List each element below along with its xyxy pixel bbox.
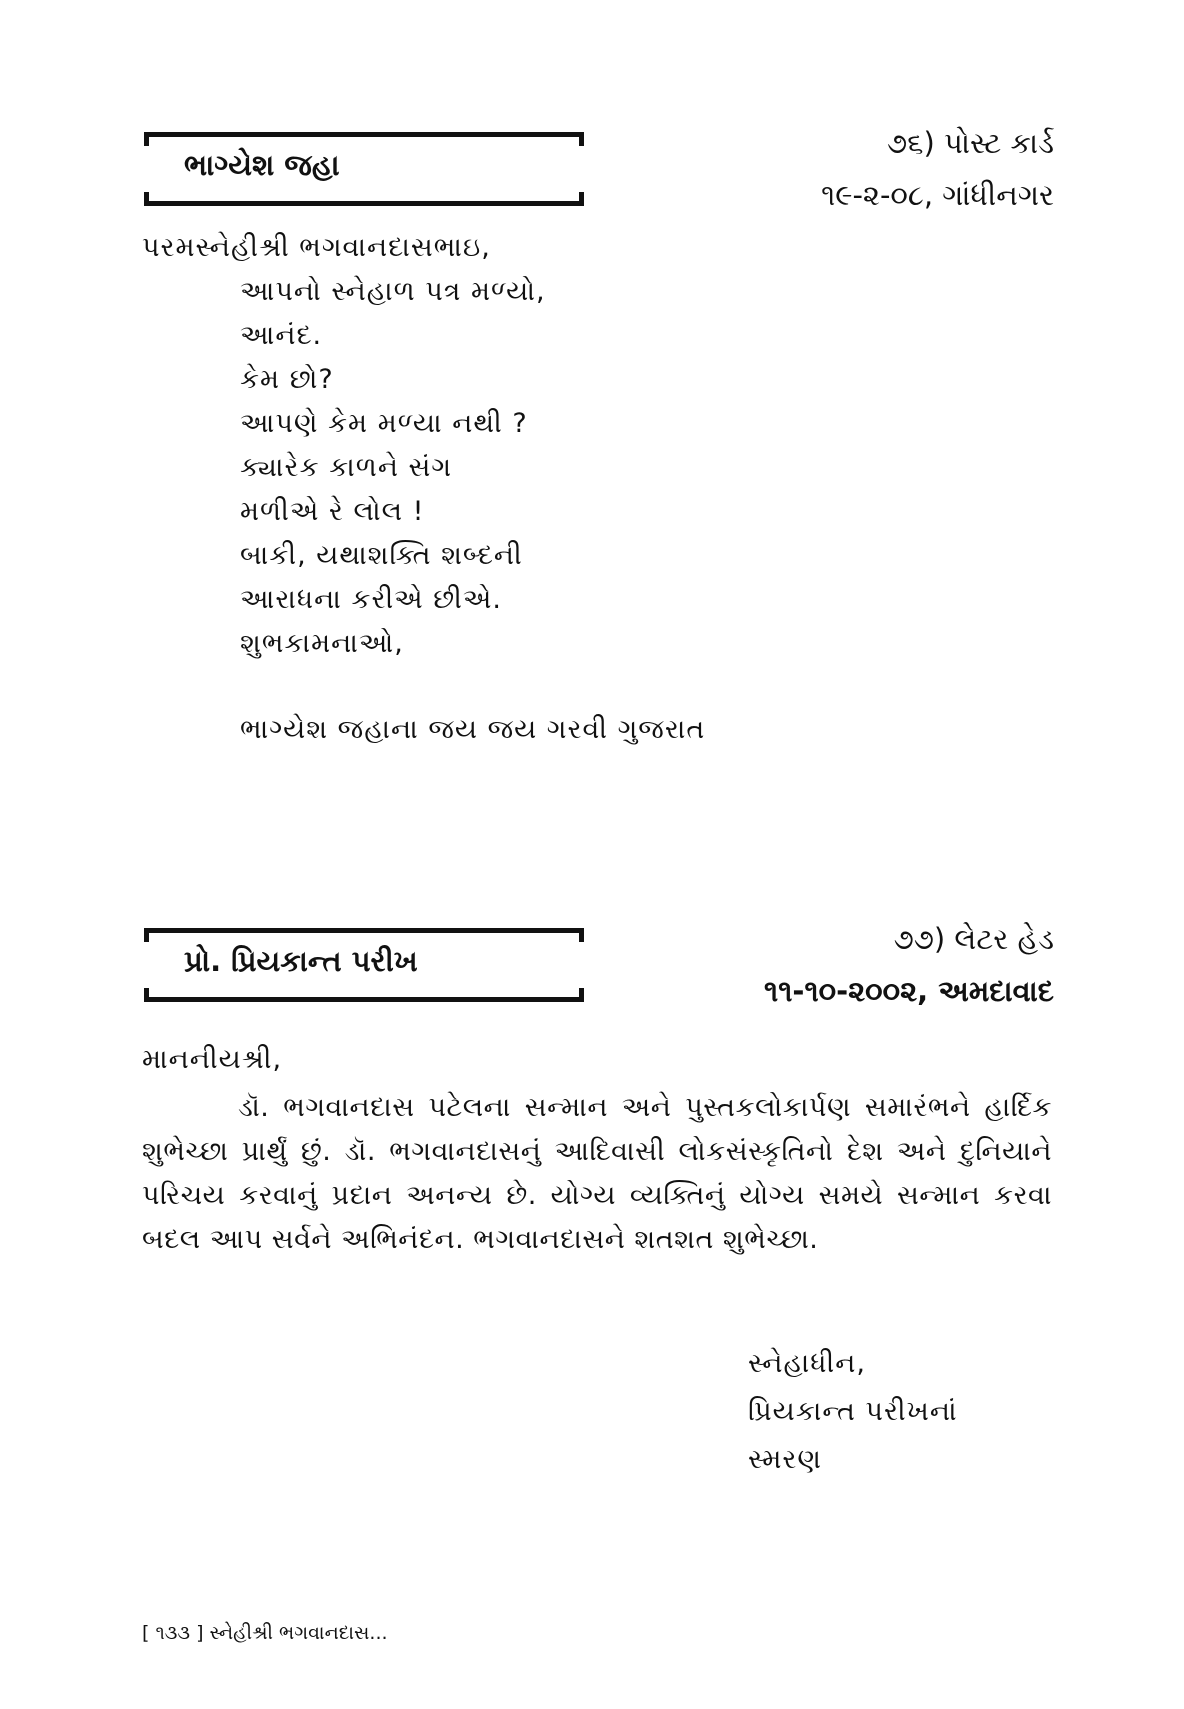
letter-number-type-1: ૭૬) પોસ્ટ કાર્ડ — [887, 126, 1054, 160]
signature-1: ભાગ્યેશ જહાના જય જય ગરવી ગુજરાત — [240, 714, 706, 745]
sender-name-1: ભાગ્યેશ જહા — [184, 148, 340, 182]
letter2-body — [142, 1086, 1052, 1262]
letter1-line: શુભકામનાઓ, — [240, 628, 404, 659]
salutation-1: પરમસ્નેહીશ્રી ભગવાનદાસભાઇ, — [142, 232, 491, 263]
letter-date-place-1: ૧૯-૨-૦૮, ગાંધીનગર — [821, 178, 1054, 212]
sender-name-2: પ્રો. પ્રિયકાન્ત પરીખ — [184, 944, 418, 978]
closing-line: સ્મરણ — [748, 1444, 822, 1475]
letter-date-place-2: ૧૧-૧૦-૨૦૦૨, અમદાવાદ — [763, 974, 1054, 1008]
letter1-line: આરાધના કરીએ છીએ. — [240, 584, 502, 615]
letter1-line: બાકી, યથાશક્તિ શબ્દની — [240, 540, 523, 571]
salutation-2: માનનીયશ્રી, — [142, 1044, 283, 1075]
letter1-line: ક્યારેક કાળને સંગ — [240, 452, 453, 483]
sender-box-2 — [144, 928, 584, 1002]
closing-line: સ્નેહાધીન, — [748, 1348, 866, 1379]
letter1-line: આપણે કેમ મળ્યા નથી ? — [240, 408, 528, 439]
letter1-line: આનંદ. — [240, 320, 323, 351]
letter-number-type-2: ૭૭) લેટર હેડ — [893, 922, 1054, 956]
sender-box-1 — [144, 132, 584, 206]
letter1-line: મળીએ રે લોલ ! — [240, 496, 425, 527]
letter1-line: આપનો સ્નેહાળ પત્ર મળ્યો, — [240, 276, 546, 307]
closing-line: પ્રિયકાન્ત પરીખનાં — [748, 1396, 958, 1427]
letter1-line: કેમ છો? — [240, 364, 334, 395]
letter2-body-text: ડૉ. ભગવાનદાસ પટેલના સન્માન અને પુસ્તકલોકાર્પણ સમારંભને હાર્દિક શુભેચ્છા પ્રાર્થું છું. ડૉ. ભગવાનદાસનું આદિવાસી લોકસંસ્કૃતિનો દેશ અને દુનિયાને પરિચય કરવાનું પ્રદાન અનન્ય છે. યોગ્ય વ્યક્તિનું યોગ્ય સમયે સન્માન કરવા બદલ આપ સર્વને અભિનંદન. ભગવાનદાસને શતશત શુભેચ્છા. — [142, 1092, 1052, 1255]
page-footer: [ ૧૩૩ ] સ્નેહીશ્રી ભગવાનદાસ... — [142, 1622, 388, 1644]
